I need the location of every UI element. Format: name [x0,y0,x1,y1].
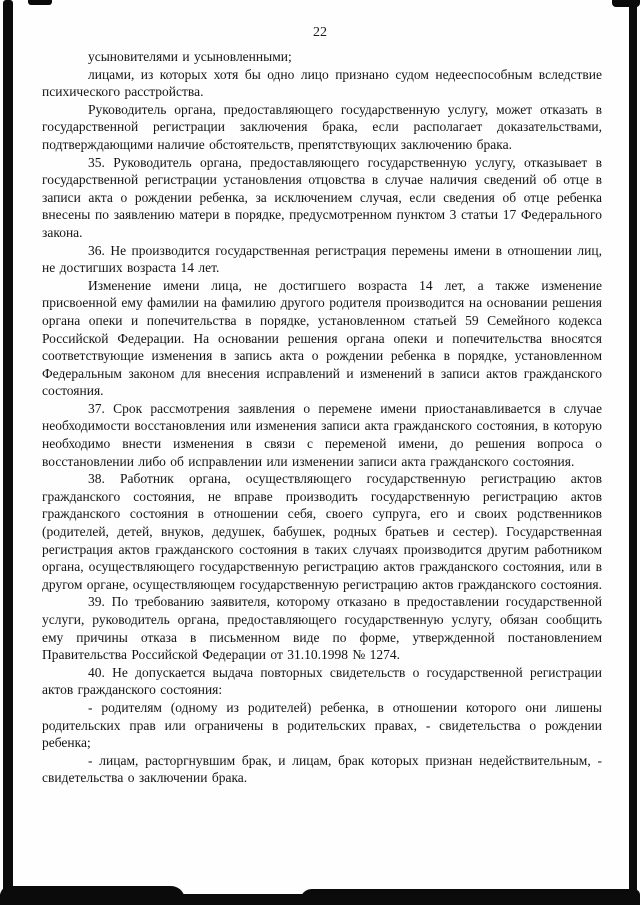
paragraph: - лицам, расторгнувшим брак, и лицам, брак которых признан недействительным, - свидетельства о заключении брака. [42,752,602,786]
paragraph: 35. Руководитель органа, предоставляющего государственную услугу, отказывает в государственной регистрации установления отцовства в случае наличия сведений об отце в записи акта о рождении ребенка, за исключением случая, если сведения об отце ребенка внесены по заявлению матери в порядке, предусмотренном пунктом 3 статьи 17 Федерального закона. [42,154,602,240]
paragraph: 37. Срок рассмотрения заявления о перемене имени приостанавливается в случае необходимости восстановления или изменения записи акта гражданского состояния, в которую необходимо внести изменения в связи с переменой имени, до решения вопроса о восстановлении либо об исправлении или изменении записи акта гражданского состояния. [42,400,602,469]
scan-edge-bottom [0,894,640,905]
scan-mark-top-right [612,0,640,7]
paragraph: 38. Работник органа, осуществляющего государственную регистрацию актов гражданского состояния, не вправе производить государственную регистрацию актов гражданского состояния в отношении себя, своего супруга, его и своих родственников (родителей, детей, внуков, дедушек, бабушек, родных братьев и сестер). Государственная регистрация актов гражданского состояния в таких случаях производится другим работником органа, осуществляющего государственную регистрацию актов гражданского состояния, или в другом органе, осуществляющем государственную регистрацию актов гражданского состояния. [42,471,603,592]
paragraph: 36. Не производится государственная регистрация перемены имени в отношении лиц, не достигших возраста 14 лет. [42,242,602,276]
paragraph: лицами, из которых хотя бы одно лицо признано судом недееспособным вследствие психического расстройства. [42,66,602,100]
scan-mark-top-left [28,0,52,5]
paragraph: - родителям (одному из родителей) ребенка, в отношении которого они лишены родительских прав или ограничены в родительских правах, - свидетельства о рождении ребенка; [42,699,602,751]
paragraph: Руководитель органа, предоставляющего государственную услугу, может отказать в государственной регистрации заключения брака, если располагает доказательствами, подтверждающими наличие обстоятельств, препятствующих заключению брака. [42,101,602,152]
paragraph: 39. По требованию заявителя, которому отказано в предоставлении государственной услуги, руководитель органа, предоставляющего государственную услугу, обязан сообщить ему причины отказа в письменном виде по форме, утвержденной постановлением Правительства Российской Федерации от 31.10.1998 № 1274. [42,594,602,663]
page-number: 22 [313,25,327,40]
scan-edge-left [3,0,13,905]
paragraph: усыновителями и усыновленными; [88,49,292,64]
scan-edge-right [629,0,637,905]
paragraph: Изменение имени лица, не достигшего возраста 14 лет, а также изменение присвоенной ему фамилии на фамилию другого родителя производится на основании решения органа опеки и попечительства в порядке, установленном статьей 59 Семейного кодекса Российской Федерации. На основании решения органа опеки и попечительства вносятся соответствующие изменения в запись акта о рождении ребенка в порядке, установленном Федеральным законом для внесения исправлений и изменений в записи актов гражданского состояния. [42,277,602,399]
paragraph: 40. Не допускается выдача повторных свидетельств о государственной регистрации актов гражданского состояния: [42,664,602,698]
document-body [42,48,602,787]
